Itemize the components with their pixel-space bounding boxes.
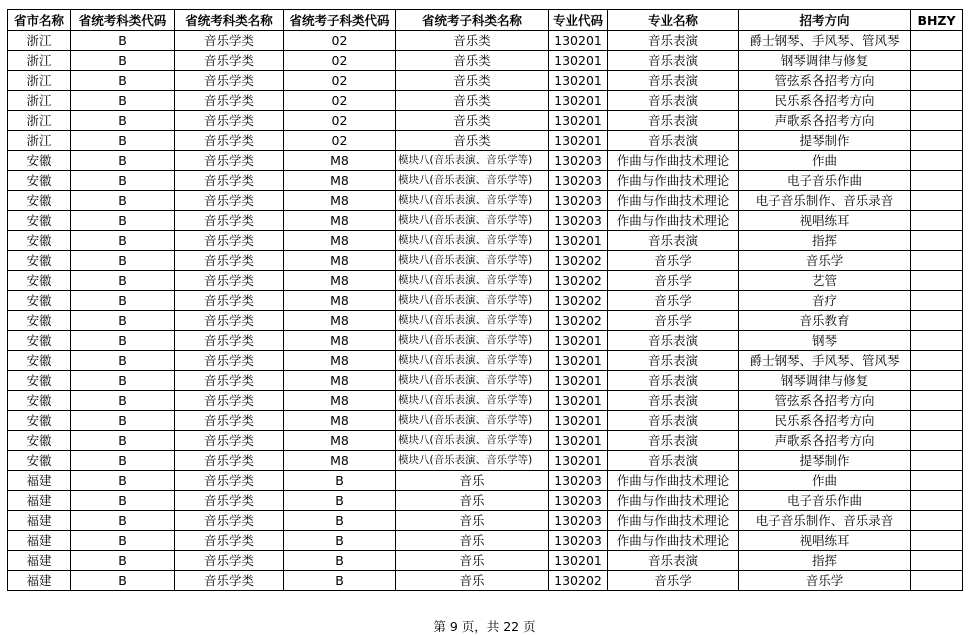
cell-bhzy	[911, 511, 963, 531]
table-row	[8, 571, 963, 591]
header-direction: 招考方向	[739, 10, 911, 31]
cell-major-code: 130203	[549, 191, 608, 211]
cell-major-name: 音乐表演	[608, 431, 739, 451]
cell-subject-name: 音乐学类	[175, 291, 284, 311]
cell-province: 安徽	[8, 191, 71, 211]
cell-subject-code: B	[71, 251, 175, 271]
cell-major-code: 130203	[549, 491, 608, 511]
cell-province: 浙江	[8, 51, 71, 71]
cell-subject-code: B	[71, 471, 175, 491]
cell-bhzy	[911, 51, 963, 71]
cell-province: 安徽	[8, 371, 71, 391]
cell-sub-subject-name: 音乐类	[396, 91, 549, 111]
cell-direction: 民乐系各招考方向	[739, 411, 911, 431]
cell-major-name: 作曲与作曲技术理论	[608, 191, 739, 211]
cell-province: 安徽	[8, 411, 71, 431]
cell-subject-code: B	[71, 71, 175, 91]
table-row	[8, 411, 963, 431]
cell-province: 安徽	[8, 171, 71, 191]
cell-direction: 作曲	[739, 151, 911, 171]
admission-table	[7, 9, 963, 591]
header-bhzy: BHZY	[911, 10, 963, 31]
cell-province: 安徽	[8, 291, 71, 311]
cell-major-code: 130203	[549, 171, 608, 191]
cell-bhzy	[911, 491, 963, 511]
cell-major-code: 130203	[549, 471, 608, 491]
cell-sub-subject-code: 02	[284, 31, 396, 51]
cell-sub-subject-code: M8	[284, 191, 396, 211]
cell-subject-name: 音乐学类	[175, 491, 284, 511]
cell-bhzy	[911, 351, 963, 371]
table-row	[8, 231, 963, 251]
table-row	[8, 271, 963, 291]
cell-direction: 电子音乐作曲	[739, 171, 911, 191]
cell-subject-name: 音乐学类	[175, 351, 284, 371]
cell-major-name: 作曲与作曲技术理论	[608, 491, 739, 511]
header-subject-name: 省统考科类名称	[175, 10, 284, 31]
cell-bhzy	[911, 551, 963, 571]
cell-province: 安徽	[8, 351, 71, 371]
cell-major-code: 130202	[549, 271, 608, 291]
cell-direction: 声歌系各招考方向	[739, 111, 911, 131]
cell-sub-subject-name: 模块八(音乐表演、音乐学等)	[396, 171, 549, 191]
cell-major-code: 130202	[549, 251, 608, 271]
cell-major-code: 130201	[549, 431, 608, 451]
header-major-name: 专业名称	[608, 10, 739, 31]
cell-subject-code: B	[71, 451, 175, 471]
cell-sub-subject-name: 音乐类	[396, 31, 549, 51]
cell-direction: 音疗	[739, 291, 911, 311]
cell-subject-code: B	[71, 551, 175, 571]
header-sub-subject-name: 省统考子科类名称	[396, 10, 549, 31]
cell-sub-subject-name: 音乐类	[396, 71, 549, 91]
cell-sub-subject-code: M8	[284, 451, 396, 471]
cell-direction: 电子音乐作曲	[739, 491, 911, 511]
cell-major-code: 130203	[549, 211, 608, 231]
cell-sub-subject-name: 模块八(音乐表演、音乐学等)	[396, 451, 549, 471]
cell-subject-name: 音乐学类	[175, 151, 284, 171]
cell-sub-subject-code: 02	[284, 71, 396, 91]
cell-major-name: 音乐学	[608, 291, 739, 311]
table-row	[8, 431, 963, 451]
cell-sub-subject-name: 模块八(音乐表演、音乐学等)	[396, 331, 549, 351]
cell-sub-subject-name: 模块八(音乐表演、音乐学等)	[396, 211, 549, 231]
cell-subject-code: B	[71, 431, 175, 451]
table-row	[8, 351, 963, 371]
cell-major-code: 130201	[549, 551, 608, 571]
cell-subject-code: B	[71, 531, 175, 551]
table-row	[8, 311, 963, 331]
header-subject-code: 省统考科类代码	[71, 10, 175, 31]
cell-sub-subject-code: M8	[284, 371, 396, 391]
cell-sub-subject-name: 模块八(音乐表演、音乐学等)	[396, 231, 549, 251]
cell-major-code: 130201	[549, 31, 608, 51]
cell-subject-code: B	[71, 131, 175, 151]
cell-sub-subject-code: M8	[284, 311, 396, 331]
cell-direction: 电子音乐制作、音乐录音	[739, 511, 911, 531]
cell-major-code: 130201	[549, 111, 608, 131]
cell-subject-name: 音乐学类	[175, 551, 284, 571]
cell-direction: 电子音乐制作、音乐录音	[739, 191, 911, 211]
cell-province: 浙江	[8, 91, 71, 111]
cell-bhzy	[911, 251, 963, 271]
cell-direction: 管弦系各招考方向	[739, 391, 911, 411]
cell-direction: 钢琴	[739, 331, 911, 351]
cell-major-code: 130201	[549, 451, 608, 471]
table-row	[8, 291, 963, 311]
table-row	[8, 131, 963, 151]
table-body	[8, 31, 963, 591]
cell-major-code: 130201	[549, 391, 608, 411]
cell-sub-subject-name: 音乐类	[396, 111, 549, 131]
cell-subject-name: 音乐学类	[175, 171, 284, 191]
page-number: 第 9 页，共 22 页	[433, 619, 536, 634]
cell-major-name: 音乐表演	[608, 451, 739, 471]
cell-sub-subject-name: 模块八(音乐表演、音乐学等)	[396, 191, 549, 211]
table-row	[8, 91, 963, 111]
cell-major-name: 音乐表演	[608, 551, 739, 571]
cell-sub-subject-code: M8	[284, 391, 396, 411]
cell-bhzy	[911, 471, 963, 491]
cell-subject-name: 音乐学类	[175, 51, 284, 71]
cell-sub-subject-code: B	[284, 531, 396, 551]
cell-bhzy	[911, 311, 963, 331]
cell-sub-subject-name: 音乐	[396, 551, 549, 571]
cell-province: 福建	[8, 571, 71, 591]
cell-sub-subject-name: 音乐	[396, 571, 549, 591]
cell-sub-subject-name: 音乐类	[396, 131, 549, 151]
cell-major-code: 130201	[549, 371, 608, 391]
cell-subject-name: 音乐学类	[175, 71, 284, 91]
cell-province: 安徽	[8, 251, 71, 271]
cell-major-name: 音乐表演	[608, 391, 739, 411]
table-row	[8, 551, 963, 571]
cell-province: 浙江	[8, 31, 71, 51]
cell-province: 福建	[8, 471, 71, 491]
cell-province: 安徽	[8, 391, 71, 411]
table-row	[8, 391, 963, 411]
cell-major-name: 音乐表演	[608, 131, 739, 151]
cell-subject-code: B	[71, 171, 175, 191]
cell-province: 安徽	[8, 311, 71, 331]
cell-sub-subject-code: M8	[284, 271, 396, 291]
cell-major-name: 作曲与作曲技术理论	[608, 171, 739, 191]
cell-major-name: 音乐学	[608, 311, 739, 331]
cell-major-code: 130201	[549, 331, 608, 351]
cell-major-name: 音乐学	[608, 271, 739, 291]
cell-direction: 钢琴调律与修复	[739, 371, 911, 391]
cell-sub-subject-code: 02	[284, 91, 396, 111]
cell-province: 安徽	[8, 211, 71, 231]
cell-subject-code: B	[71, 91, 175, 111]
cell-major-code: 130202	[549, 311, 608, 331]
table-row	[8, 151, 963, 171]
cell-subject-name: 音乐学类	[175, 411, 284, 431]
cell-subject-name: 音乐学类	[175, 211, 284, 231]
table-row	[8, 111, 963, 131]
table-row	[8, 531, 963, 551]
cell-bhzy	[911, 371, 963, 391]
cell-sub-subject-code: M8	[284, 231, 396, 251]
cell-sub-subject-name: 模块八(音乐表演、音乐学等)	[396, 251, 549, 271]
cell-major-name: 音乐表演	[608, 111, 739, 131]
cell-subject-name: 音乐学类	[175, 131, 284, 151]
header-sub-subject-code: 省统考子科类代码	[284, 10, 396, 31]
cell-sub-subject-code: B	[284, 571, 396, 591]
cell-subject-code: B	[71, 111, 175, 131]
cell-subject-code: B	[71, 231, 175, 251]
cell-subject-name: 音乐学类	[175, 271, 284, 291]
cell-major-name: 音乐表演	[608, 411, 739, 431]
cell-direction: 爵士钢琴、手风琴、管风琴	[739, 31, 911, 51]
table-row	[8, 251, 963, 271]
cell-subject-code: B	[71, 411, 175, 431]
cell-subject-code: B	[71, 151, 175, 171]
cell-direction: 指挥	[739, 231, 911, 251]
cell-major-name: 作曲与作曲技术理论	[608, 211, 739, 231]
cell-sub-subject-name: 音乐类	[396, 51, 549, 71]
cell-major-name: 音乐表演	[608, 31, 739, 51]
cell-sub-subject-name: 模块八(音乐表演、音乐学等)	[396, 391, 549, 411]
cell-direction: 声歌系各招考方向	[739, 431, 911, 451]
cell-bhzy	[911, 151, 963, 171]
cell-direction: 音乐学	[739, 571, 911, 591]
cell-major-name: 音乐表演	[608, 231, 739, 251]
table-row	[8, 331, 963, 351]
cell-province: 浙江	[8, 111, 71, 131]
cell-sub-subject-name: 模块八(音乐表演、音乐学等)	[396, 371, 549, 391]
cell-bhzy	[911, 451, 963, 471]
cell-bhzy	[911, 291, 963, 311]
header-major-code: 专业代码	[549, 10, 608, 31]
cell-subject-code: B	[71, 511, 175, 531]
cell-subject-code: B	[71, 371, 175, 391]
cell-direction: 提琴制作	[739, 131, 911, 151]
cell-bhzy	[911, 411, 963, 431]
cell-subject-code: B	[71, 491, 175, 511]
cell-subject-name: 音乐学类	[175, 371, 284, 391]
cell-sub-subject-code: M8	[284, 411, 396, 431]
cell-major-code: 130201	[549, 351, 608, 371]
cell-major-name: 音乐学	[608, 571, 739, 591]
cell-sub-subject-code: M8	[284, 151, 396, 171]
table-row	[8, 211, 963, 231]
cell-major-name: 音乐表演	[608, 91, 739, 111]
cell-direction: 爵士钢琴、手风琴、管风琴	[739, 351, 911, 371]
cell-province: 福建	[8, 551, 71, 571]
cell-direction: 提琴制作	[739, 451, 911, 471]
table-row	[8, 471, 963, 491]
cell-bhzy	[911, 211, 963, 231]
cell-province: 安徽	[8, 331, 71, 351]
cell-subject-code: B	[71, 291, 175, 311]
cell-direction: 管弦系各招考方向	[739, 71, 911, 91]
cell-major-code: 130201	[549, 91, 608, 111]
cell-bhzy	[911, 91, 963, 111]
cell-sub-subject-name: 音乐	[396, 471, 549, 491]
cell-major-code: 130203	[549, 531, 608, 551]
cell-subject-name: 音乐学类	[175, 431, 284, 451]
cell-direction: 音乐学	[739, 251, 911, 271]
cell-province: 福建	[8, 491, 71, 511]
cell-major-code: 130202	[549, 291, 608, 311]
cell-subject-code: B	[71, 211, 175, 231]
cell-subject-name: 音乐学类	[175, 471, 284, 491]
cell-sub-subject-name: 模块八(音乐表演、音乐学等)	[396, 151, 549, 171]
cell-sub-subject-code: 02	[284, 51, 396, 71]
cell-sub-subject-code: B	[284, 551, 396, 571]
cell-sub-subject-name: 模块八(音乐表演、音乐学等)	[396, 291, 549, 311]
table-header-row	[8, 10, 963, 31]
cell-direction: 音乐教育	[739, 311, 911, 331]
cell-direction: 视唱练耳	[739, 211, 911, 231]
table-row	[8, 371, 963, 391]
cell-sub-subject-name: 模块八(音乐表演、音乐学等)	[396, 351, 549, 371]
cell-subject-name: 音乐学类	[175, 31, 284, 51]
cell-bhzy	[911, 271, 963, 291]
cell-province: 安徽	[8, 451, 71, 471]
cell-subject-code: B	[71, 51, 175, 71]
cell-bhzy	[911, 531, 963, 551]
cell-province: 福建	[8, 531, 71, 551]
table-row	[8, 451, 963, 471]
cell-major-code: 130201	[549, 71, 608, 91]
cell-sub-subject-code: B	[284, 511, 396, 531]
table-row	[8, 31, 963, 51]
cell-subject-code: B	[71, 571, 175, 591]
cell-subject-code: B	[71, 311, 175, 331]
cell-bhzy	[911, 131, 963, 151]
cell-major-code: 130201	[549, 411, 608, 431]
cell-sub-subject-name: 音乐	[396, 531, 549, 551]
table-row	[8, 71, 963, 91]
cell-sub-subject-code: M8	[284, 211, 396, 231]
cell-major-code: 130201	[549, 131, 608, 151]
table-row	[8, 511, 963, 531]
cell-major-code: 130202	[549, 571, 608, 591]
cell-subject-name: 音乐学类	[175, 511, 284, 531]
cell-bhzy	[911, 431, 963, 451]
cell-major-name: 作曲与作曲技术理论	[608, 531, 739, 551]
table-row	[8, 171, 963, 191]
cell-direction: 作曲	[739, 471, 911, 491]
cell-bhzy	[911, 31, 963, 51]
cell-subject-name: 音乐学类	[175, 451, 284, 471]
cell-subject-name: 音乐学类	[175, 191, 284, 211]
cell-bhzy	[911, 391, 963, 411]
cell-major-code: 130203	[549, 151, 608, 171]
cell-subject-code: B	[71, 271, 175, 291]
cell-subject-name: 音乐学类	[175, 571, 284, 591]
cell-sub-subject-code: B	[284, 471, 396, 491]
cell-major-name: 音乐表演	[608, 331, 739, 351]
cell-major-code: 130203	[549, 511, 608, 531]
cell-direction: 视唱练耳	[739, 531, 911, 551]
cell-subject-name: 音乐学类	[175, 111, 284, 131]
cell-subject-name: 音乐学类	[175, 91, 284, 111]
cell-sub-subject-code: 02	[284, 131, 396, 151]
table-row	[8, 51, 963, 71]
cell-sub-subject-name: 模块八(音乐表演、音乐学等)	[396, 271, 549, 291]
cell-direction: 艺管	[739, 271, 911, 291]
cell-sub-subject-name: 音乐	[396, 491, 549, 511]
cell-sub-subject-name: 模块八(音乐表演、音乐学等)	[396, 311, 549, 331]
cell-province: 安徽	[8, 231, 71, 251]
cell-subject-name: 音乐学类	[175, 331, 284, 351]
cell-major-name: 音乐表演	[608, 51, 739, 71]
cell-bhzy	[911, 171, 963, 191]
cell-major-name: 音乐表演	[608, 71, 739, 91]
cell-major-name: 音乐学	[608, 251, 739, 271]
cell-sub-subject-name: 音乐	[396, 511, 549, 531]
cell-subject-name: 音乐学类	[175, 231, 284, 251]
cell-major-code: 130201	[549, 231, 608, 251]
cell-subject-code: B	[71, 331, 175, 351]
cell-direction: 钢琴调律与修复	[739, 51, 911, 71]
cell-major-name: 作曲与作曲技术理论	[608, 151, 739, 171]
cell-bhzy	[911, 191, 963, 211]
cell-subject-code: B	[71, 391, 175, 411]
cell-subject-name: 音乐学类	[175, 391, 284, 411]
cell-subject-name: 音乐学类	[175, 311, 284, 331]
cell-sub-subject-code: M8	[284, 251, 396, 271]
cell-sub-subject-code: M8	[284, 431, 396, 451]
cell-sub-subject-code: B	[284, 491, 396, 511]
cell-subject-code: B	[71, 191, 175, 211]
cell-province: 安徽	[8, 431, 71, 451]
cell-direction: 指挥	[739, 551, 911, 571]
cell-province: 浙江	[8, 71, 71, 91]
cell-sub-subject-name: 模块八(音乐表演、音乐学等)	[396, 411, 549, 431]
cell-province: 浙江	[8, 131, 71, 151]
cell-bhzy	[911, 71, 963, 91]
cell-sub-subject-code: M8	[284, 351, 396, 371]
cell-sub-subject-code: M8	[284, 331, 396, 351]
cell-subject-code: B	[71, 31, 175, 51]
cell-major-name: 音乐表演	[608, 351, 739, 371]
cell-sub-subject-code: 02	[284, 111, 396, 131]
table-row	[8, 191, 963, 211]
header-province: 省市名称	[8, 10, 71, 31]
cell-province: 福建	[8, 511, 71, 531]
cell-sub-subject-name: 模块八(音乐表演、音乐学等)	[396, 431, 549, 451]
cell-major-code: 130201	[549, 51, 608, 71]
cell-sub-subject-code: M8	[284, 171, 396, 191]
cell-bhzy	[911, 231, 963, 251]
cell-province: 安徽	[8, 271, 71, 291]
cell-direction: 民乐系各招考方向	[739, 91, 911, 111]
cell-subject-name: 音乐学类	[175, 531, 284, 551]
table-row	[8, 491, 963, 511]
cell-major-name: 作曲与作曲技术理论	[608, 511, 739, 531]
cell-bhzy	[911, 331, 963, 351]
cell-major-name: 作曲与作曲技术理论	[608, 471, 739, 491]
cell-bhzy	[911, 571, 963, 591]
cell-subject-name: 音乐学类	[175, 251, 284, 271]
cell-sub-subject-code: M8	[284, 291, 396, 311]
cell-subject-code: B	[71, 351, 175, 371]
cell-bhzy	[911, 111, 963, 131]
cell-major-name: 音乐表演	[608, 371, 739, 391]
cell-province: 安徽	[8, 151, 71, 171]
